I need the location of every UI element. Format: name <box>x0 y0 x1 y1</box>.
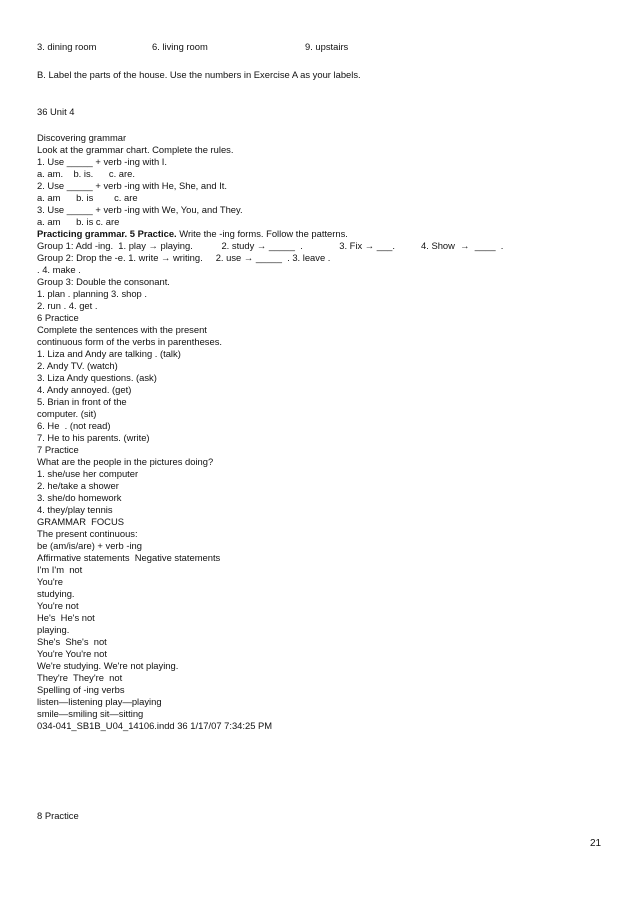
text-line: 1. Liza and Andy are talking . (talk) <box>37 348 181 359</box>
text-line: Look at the grammar chart. Complete the rules. <box>37 144 234 155</box>
group1-line: Group 1: Add -ing. 1. play → playing. 2. study → _____ . 3. Fix → ___. 4. Show → ____ . <box>37 240 504 251</box>
text-line: 2. he/take a shower <box>37 480 119 491</box>
text-line: The present continuous: <box>37 528 138 539</box>
text-line: Discovering grammar <box>37 132 127 143</box>
text-line: 6 Practice <box>37 312 79 323</box>
text-line: Group 2: Drop the -e. 1. write → writing. 2. use → _____ . 3. leave . <box>37 252 331 263</box>
text-line: smile—smiling sit—sitting <box>37 708 144 719</box>
text-line: 7 Practice <box>37 444 79 455</box>
practice-8-heading: 8 Practice <box>37 810 79 821</box>
page-number: 21 <box>590 838 602 849</box>
instruction-b: B. Label the parts of the house. Use the numbers in Exercise A as your labels. <box>37 69 361 80</box>
answer-item-9: 9. upstairs <box>305 41 349 52</box>
answer-item-3: 3. dining room <box>37 41 97 52</box>
text-line: 3. she/do homework <box>37 492 122 503</box>
text-line: computer. (sit) <box>37 408 97 419</box>
practicing-rest: Write the -ing forms. Follow the patterns. <box>176 228 348 239</box>
unit-label: 36 Unit 4 <box>37 106 75 117</box>
text-line: 2. Andy TV. (watch) <box>37 360 118 371</box>
text-line: 1. plan . planning 3. shop . <box>37 288 147 299</box>
text-line: a. am. b. is. c. are. <box>37 168 135 179</box>
text-line: playing. <box>37 624 70 635</box>
text-line: We're studying. We're not playing. <box>37 660 179 671</box>
text-line: Complete the sentences with the present <box>37 324 207 335</box>
text-line: . 4. make . <box>37 264 81 275</box>
text-line: 2. Use _____ + verb -ing with He, She, and It. <box>37 180 227 191</box>
text-line: I'm I'm not <box>37 564 83 575</box>
text-line: listen—listening play—playing <box>37 696 162 707</box>
text-line: She's She's not <box>37 636 107 647</box>
text-line: 3. Liza Andy questions. (ask) <box>37 372 157 383</box>
text-line: Affirmative statements Negative statements <box>37 552 221 563</box>
text-line: 7. He to his parents. (write) <box>37 432 150 443</box>
text-line: Group 3: Double the consonant. <box>37 276 170 287</box>
text-line: 2. run . 4. get . <box>37 300 98 311</box>
text-line: What are the people in the pictures doing? <box>37 456 214 467</box>
exercise-answer-row <box>0 41 638 53</box>
text-line: GRAMMAR FOCUS <box>37 516 124 527</box>
text-line: 4. they/play tennis <box>37 504 113 515</box>
text-line: You're You're not <box>37 648 107 659</box>
text-line: You're not <box>37 600 79 611</box>
text-line: a. am b. is c. are <box>37 216 120 227</box>
text-line: 3. Use _____ + verb -ing with We, You, and They. <box>37 204 243 215</box>
text-line: 4. Andy annoyed. (get) <box>37 384 132 395</box>
answer-item-6: 6. living room <box>152 41 208 52</box>
text-line: He's He's not <box>37 612 95 623</box>
text-line: a. am b. is c. are <box>37 192 138 203</box>
text-line: Spelling of -ing verbs <box>37 684 125 695</box>
practicing-bold: Practicing grammar. 5 Practice. <box>37 228 177 239</box>
practicing-heading <box>37 228 348 240</box>
text-line: 034-041_SB1B_U04_14106.indd 36 1/17/07 7:34:25 PM <box>37 720 273 731</box>
text-line: They're They're not <box>37 672 123 683</box>
text-line: 1. she/use her computer <box>37 468 139 479</box>
text-line: 1. Use _____ + verb -ing with I. <box>37 156 168 167</box>
text-line: studying. <box>37 588 75 599</box>
text-line: 5. Brian in front of the <box>37 396 127 407</box>
text-line: continuous form of the verbs in parentheses. <box>37 336 223 347</box>
text-line: 6. He . (not read) <box>37 420 111 431</box>
text-line: be (am/is/are) + verb -ing <box>37 540 142 551</box>
text-line: You're <box>37 576 63 587</box>
